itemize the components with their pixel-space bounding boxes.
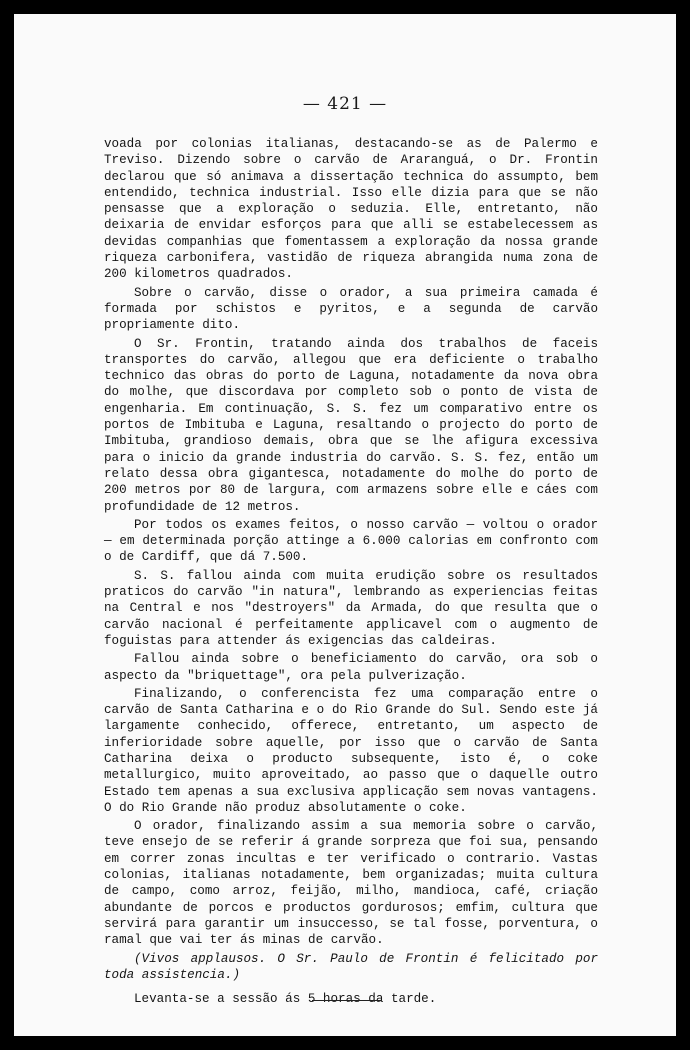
closing-rule [312,1000,382,1001]
book-page [14,14,676,1036]
paragraph-8: O orador, finalizando assim a sua memoria sobre o carvão, teve ensejo de se referir á grande sorpreza que foi sua, pensando em correr zonas incultas e ter verificado o contrario. Vastas colonias, italianas notadamente, bem organizadas; muita cultura de campo, como arroz, feijão, milho, mandioca, café, criação abundante de porcos e productos gordurosos; emfim, cultura que servirá para garantir um insuccesso, se tal fosse, porventura, o ramal que vai ter ás minas de carvão. [104,819,598,948]
paragraph-7: Finalizando, o conferencista fez uma comparação entre o carvão de Santa Catharina e o do Rio Grande do Sul. Sendo este já largamente conhecido, offerece, entretanto, um aspecto de inferioridade sobre aquelle, por isso que o carvão de Santa Catharina deixa o producto subsequente, isto é, o coke metallurgico, muito aproveitado, ao passo que o daquelle outro Estado tem apenas a sua exclusiva applicação sem novas vantagens. O do Rio Grande não produz absolutamente o coke. [104,686,598,815]
paragraph-3: O Sr. Frontin, tratando ainda dos trabalhos de faceis transportes do carvão, allegou que era deficiente o trabalho technico das obras do porto de Laguna, notadamente da nova obra do molhe, que discordava por completo sob o ponto de vista de engenharia. Em continuação, S. S. fez um comparativo entre os portos de Imbituba e Laguna, resaltando o projecto do porto de Imbituba, grandioso demais, obra que se lhe afigura excessiva para o inicio da grande industria do carvão. S. S. fez, então um relato dessa obra gigantesca, notadamente do molhe do porto de 200 metros por 80 de largura, com armazens sobre elle e cáes com profundidade de 12 metros. [104,336,598,514]
paragraph-4: Por todos os exames feitos, o nosso carvão — voltou o orador — em determinada porção attinge a 6.000 calorias em confronto com o de Cardiff, que dá 7.500. [104,517,598,565]
paragraph-5: S. S. fallou ainda com muita erudição sobre os resultados praticos do carvão "in natura", lembrando as experiencias feitas na Central e nos "destroyers" da Armada, do que resulta que o carvão nacional é perfeitamente applicavel com o augmento de foguistas para attender ás exigencias das caldeiras. [104,568,598,648]
paragraph-1: voada por colonias italianas, destacando-se as de Palermo e Treviso. Dizendo sobre o carvão de Araranguá, o Dr. Frontin declarou que só animava a dissertação technica do assumpto, bem entendido, technica industrial. Isso elle dizia para que se não pensasse que a exploração o seduzia. Elle, entretanto, não deixaria de envidar esforços para que alli se estabelecessem as devidas companhias que fomentassem a exploração da nossa grande riqueza carbonifera, vastidão de riqueza abrangida numa zona de 200 kilometros quadrados. [104,137,598,282]
body-text [104,136,598,1009]
paragraph-6: Fallou ainda sobre o beneficiamento do carvão, ora sob o aspecto da "briquettage", ora pela pulverização. [104,652,598,683]
applause-note: (Vivos applausos. O Sr. Paulo de Frontin é felicitado por toda assistencia.) [104,951,598,982]
paragraph-2: Sobre o carvão, disse o orador, a sua primeira camada é formada por schistos e pyritos, e a segunda de carvão propriamente dito. [104,285,598,333]
session-close: Levanta-se a sessão ás 5 horas da tarde. [134,992,437,1007]
page-number: — 421 — [302,94,388,114]
